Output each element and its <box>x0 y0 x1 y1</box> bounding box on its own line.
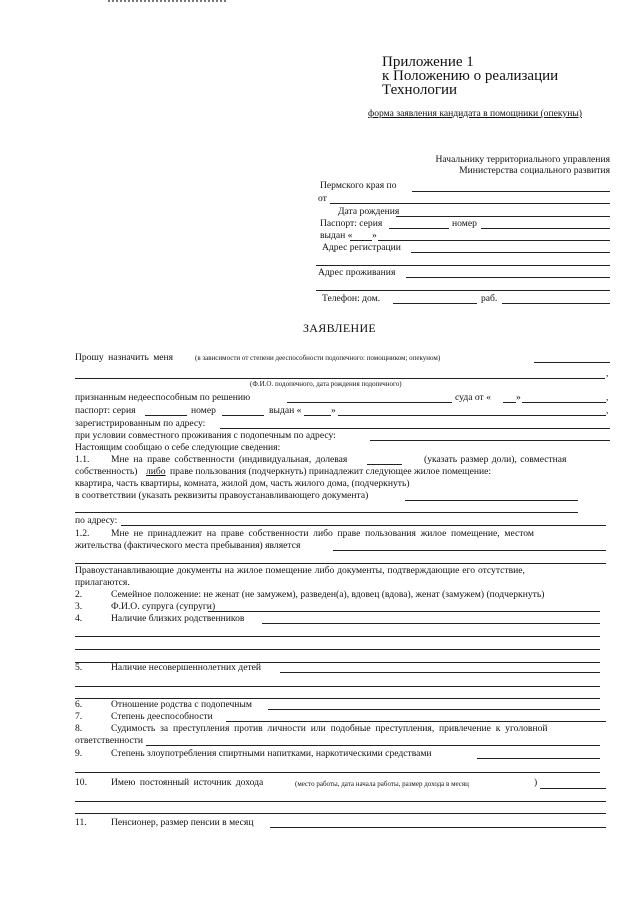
registered-text: зарегистрированным по адресу: <box>75 418 206 429</box>
p7-num: 7. <box>75 711 83 722</box>
live-address-label: Адрес проживания <box>318 267 396 278</box>
p11-text: Пенсионер, размер пенсии в месяц <box>111 817 254 828</box>
reg-address-label: Адрес регистрации <box>322 242 401 253</box>
birth-label: Дата рождения <box>338 206 400 217</box>
p10-note: (место работы, дата начала работы, размер дохода в месяц <box>295 780 469 788</box>
phone-home-label: Телефон: дом. <box>322 293 381 304</box>
p3-num: 3. <box>75 601 83 612</box>
court-quote: » <box>516 392 521 403</box>
p1-1-a: Мне на праве собственности (индивидуальная, долевая <box>111 454 348 465</box>
p7-text: Степень дееспособности <box>111 711 213 722</box>
annex-line-3: Технологии <box>382 82 458 98</box>
annex-line-1: Приложение 1 <box>382 54 474 70</box>
p2-num: 2. <box>75 589 83 600</box>
addressee-line-1: Начальнику территориального управления <box>435 154 610 165</box>
p9-text: Степень злоупотребления спиртными напитками, наркотическими средствами <box>111 748 432 759</box>
p1-1-d: квартира, часть квартиры, комната, жилой дом, часть жилого дома, (подчеркнуть) <box>75 478 410 489</box>
p8-num: 8. <box>75 723 83 734</box>
p1-1-num: 1.1. <box>75 454 90 465</box>
number2-label: номер <box>191 405 216 416</box>
issued-label: выдан « <box>320 230 353 241</box>
p1-1-c2: либо <box>146 466 166 477</box>
addressee-line-2: Министерства социального развития <box>459 165 610 176</box>
request-note: (в зависимости от степени дееспособности подопечного: помощником; опекуном) <box>195 354 441 362</box>
fio-note: (Ф.И.О. подопечного, дата рождения подопечного) <box>250 380 402 388</box>
annex-line-2: к Положению о реализации <box>382 68 559 84</box>
issued2-quote: » <box>331 405 336 416</box>
comma: , <box>606 368 609 379</box>
docs-a: Правоустанавливающие документы на жилое помещение либо документы, подтверждающие его отсутствие, <box>75 565 525 576</box>
request-text: Прошу назначить меня <box>75 352 174 363</box>
phone-work-label: раб. <box>481 293 498 304</box>
p1-2-b: жительства (фактического места пребывания) является <box>75 540 301 551</box>
p5-text: Наличие несовершеннолетних детей <box>111 662 262 673</box>
p1-1-e: в соответствии (указать реквизиты правоустанавливающего документа) <box>75 490 369 501</box>
p5-num: 5. <box>75 662 83 673</box>
p6-text: Отношение родства с подопечным <box>111 699 252 710</box>
comma: , <box>606 405 609 416</box>
p6-num: 6. <box>75 699 83 710</box>
p9-num: 9. <box>75 748 83 759</box>
scan-edge-mark <box>108 0 226 2</box>
p10-text: Имею постоянный источник дохода <box>111 777 264 788</box>
p1-2-a: Мне не принадлежит на праве собственности либо праве пользования жилое помещение, местом <box>111 528 534 539</box>
docs-b: прилагаются. <box>75 577 130 588</box>
recognized-text: признанным недееспособным по решению <box>75 392 251 403</box>
p8-a: Судимость за преступления против личности или подобные преступления, привлечение к уголовной <box>111 723 548 734</box>
p11-num: 11. <box>75 817 87 828</box>
passport2-label: паспорт: серия <box>75 405 136 416</box>
inform-text: Настоящим сообщаю о себе следующие сведения: <box>75 442 281 453</box>
comma: , <box>606 392 609 403</box>
p1-1-c3: праве пользования (подчеркнуть) принадлежит следующее жилое помещение: <box>170 466 492 477</box>
issued-quote: » <box>372 230 377 241</box>
court-text: суда от « <box>455 392 491 403</box>
p10-close: ) <box>534 777 538 788</box>
p4-text: Наличие близких родственников <box>111 613 245 624</box>
p1-2-num: 1.2. <box>75 528 90 539</box>
passport-label: Паспорт: серия <box>320 218 383 229</box>
form-title: форма заявления кандидата в помощники (опекуны) <box>368 108 582 119</box>
p8-b: ответственности <box>75 735 143 746</box>
p10-num: 10. <box>75 777 87 788</box>
from-label: от <box>318 193 327 204</box>
number-label: номер <box>452 218 477 229</box>
p4-num: 4. <box>75 613 83 624</box>
p1-1-b: (указать размер доли), совместная <box>424 454 567 465</box>
p1-1-c1: собственность) <box>75 466 138 477</box>
region-label: Пермского края по <box>320 180 397 191</box>
p3-text: Ф.И.О. супруга (супруги) <box>111 601 216 612</box>
by-address-label: по адресу: <box>75 515 118 526</box>
issued2-label: выдан « <box>269 405 302 416</box>
document-title: ЗАЯВЛЕНИЕ <box>303 321 377 335</box>
p2-text: Семейное положение: не женат (не замужем), разведен(а), вдовец (вдова), женат (замужем) (подчеркнуть) <box>111 589 545 600</box>
cohabit-text: при условии совместного проживания с подопечным по адресу: <box>75 430 336 441</box>
